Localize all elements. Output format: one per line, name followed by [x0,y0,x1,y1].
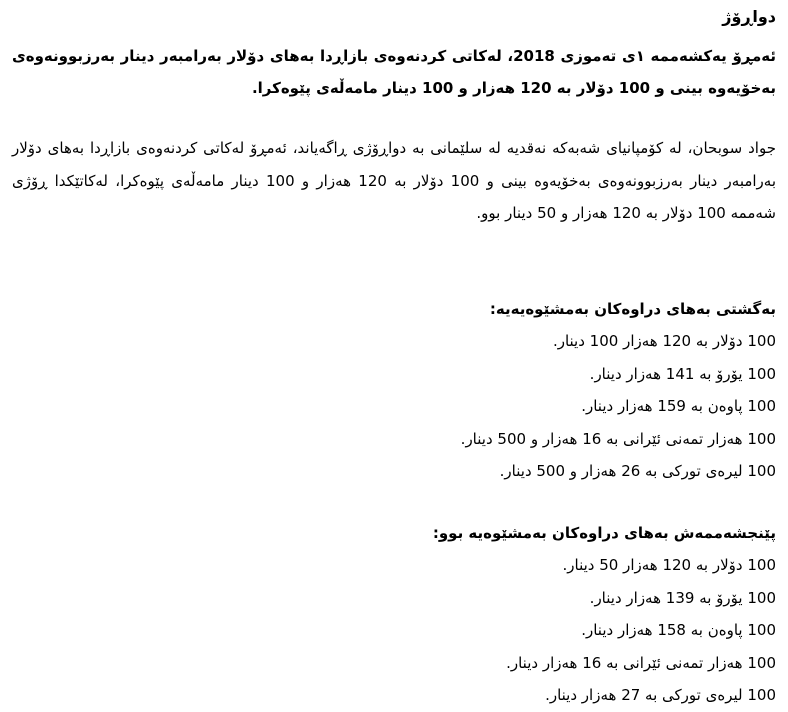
rate-item: 100 هەزار تمەنی ئێرانی بە 16 هەزار و 500 دینار. [460,429,776,448]
rate-item: 100 یۆرۆ بە 141 هەزار دینار. [589,364,776,383]
rate-item: 100 پاوەن بە 159 هەزار دینار. [581,397,776,415]
rate-item: 100 دۆلار بە 120 هەزار 50 دینار. [562,556,776,574]
rate-item: 100 لیرەی تورکی بە 26 هەزار و 500 دینار. [499,462,776,480]
thursday-rates-list [506,549,776,712]
rate-item: 100 لیرەی تورکی بە 27 هەزار دینار. [545,686,776,704]
rate-item: 100 هەزار تمەنی ئێرانی بە 16 هەزار دینار. [506,653,776,672]
rate-item: 100 یۆرۆ بە 139 هەزار دینار. [589,588,776,607]
rate-item: 100 دۆلار بە 120 هەزار 100 دینار. [552,332,776,350]
today-rates-list [461,325,776,488]
thursday-rates-heading: پێنجشەممەش بەهای دراوەکان بەمشێوەیە بوو: [432,524,776,542]
today-rates-heading: بەگشتی بەهای دراوەکان بەمشێوەیەیە: [489,300,776,318]
page-title: دواڕۆژ [722,7,776,26]
body-paragraph: جواد سوبحان، لە کۆمپانیای شەبەکە نەقدیە لە سلێمانی بە دواڕۆژی ڕاگەیاند، ئەمڕۆ لەکاتی کردنەوەی بازاڕدا بەهای دۆلار بەرامبەر دینار بەرزبوونەوەی بەخۆیەوە بینی و 100 دۆلار بە 120 هەزار و 100 دینار مامەڵەی پێوەکرا، لەکاتێکدا ڕۆژی شەممە 100 دۆلار بە 120 هەزار و 50 دینار بوو. [12,139,777,222]
lead-paragraph: ئەمڕۆ یەکشەممە ١ی تەموزی 2018، لەکاتی کردنەوەی بازاڕدا بەهای دۆلار بەرامبەر دینار بەرزبوونەوەی بەخۆیەوە بینی و 100 دۆلار بە 120 هەزار و 100 دینار مامەڵەی پێوەکرا. [12,47,777,97]
rate-item: 100 پاوەن بە 158 هەزار دینار. [581,621,776,639]
